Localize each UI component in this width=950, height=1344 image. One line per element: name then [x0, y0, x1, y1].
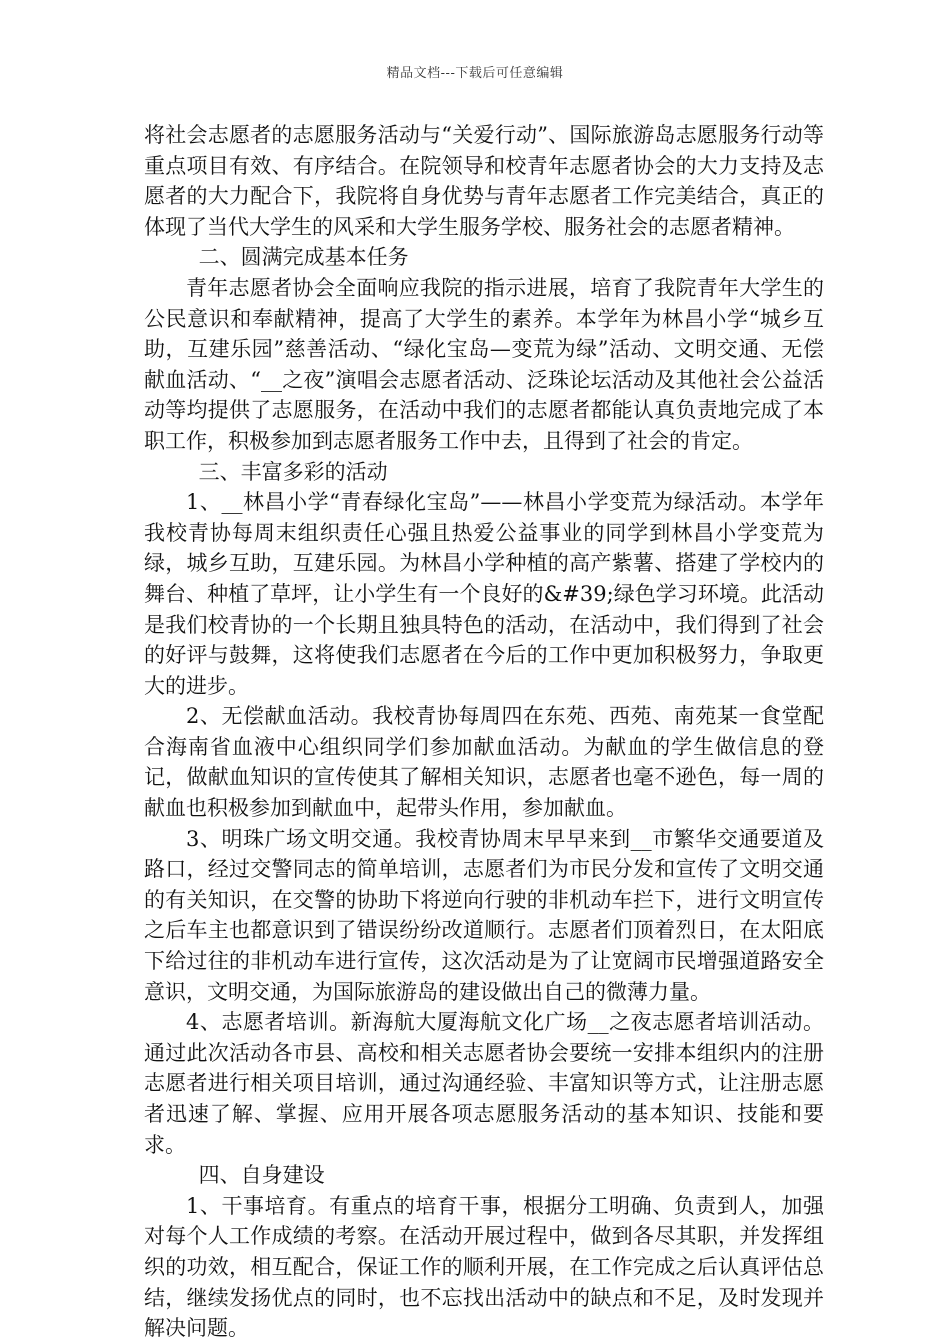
section-heading-self-building: 四、自身建设: [198, 1163, 325, 1188]
page-header: 精品文档---下载后可任意编辑: [386, 66, 564, 81]
paragraph-basic-tasks: 青年志愿者协会全面响应我院的指示进展，培育了我院青年大学生的公民意识和奉献精神，提高了大学生的素养。本学年为林昌小学“城乡互助，互建乐园”慈善活动、“绿化宝岛—变荒为绿”活动、文明交通、无偿献血活动、“__之夜”演唱会志愿者活动、泛珠论坛活动及其他社会公益活动等均提供了志愿服务，在活动中我们的志愿者都能认真负责地完成了本职工作，积极参加到志愿者服务工作中去，且得到了社会的肯定。: [144, 275, 824, 453]
paragraph-activity-blood-donation: 2、无偿献血活动。我校青协每周四在东苑、西苑、南苑某一食堂配合海南省血液中心组织同学们参加献血活动。为献血的学生做信息的登记，做献血知识的宣传使其了解相关知识，志愿者也毫不逊色，每一周的献血也积极参加到献血中，起带头作用，参加献血。: [144, 704, 824, 821]
section-heading-activities: 三、丰富多彩的活动: [198, 459, 388, 484]
paragraph-activity-civil-traffic: 3、明珠广场文明交通。我校青协周末早早来到__市繁华交通要道及路口，经过交警同志的简单培训，志愿者们为市民分发和宣传了文明交通的有关知识，在交警的协助下将逆向行驶的非机动车拦下，进行文明宣传之后车主也都意识到了错误纷纷改道顺行。志愿者们顶着烈日，在太阳底下给过往的非机动车进行宣传，这次活动是为了让宽阔市民增强道路安全意识，文明交通，为国际旅游岛的建设做出自己的微薄力量。: [144, 826, 824, 1004]
paragraph-staff-cultivation: 1、干事培育。有重点的培育干事，根据分工明确、负责到人，加强对每个人工作成绩的考察。在活动开展过程中，做到各尽其职，并发挥组织的功效，相互配合，保证工作的顺利开展，在工作完成之后认真评估总结，继续发扬优点的同时，也不忘找出活动中的缺点和不足，及时发现并解决问题。: [144, 1193, 824, 1341]
paragraph-intro-continuation: 将社会志愿者的志愿服务活动与“关爱行动”、国际旅游岛志愿服务行动等重点项目有效、有序结合。在院领导和校青年志愿者协会的大力支持及志愿者的大力配合下，我院将自身优势与青年志愿者工作完美结合，真正的体现了当代大学生的风采和大学生服务学校、服务社会的志愿者精神。: [144, 123, 824, 239]
section-heading-basic-tasks: 二、圆满完成基本任务: [198, 245, 409, 270]
document-body: [144, 120, 824, 1344]
paragraph-activity-volunteer-training: 4、志愿者培训。新海航大厦海航文化广场__之夜志愿者培训活动。通过此次活动各市县、高校和相关志愿者协会要统一安排本组织内的注册志愿者进行相关项目培训，通过沟通经验、丰富知识等方式，让注册志愿者迅速了解、掌握、应用开展各项志愿服务活动的基本知识、技能和要求。: [144, 1010, 824, 1157]
paragraph-activity-greening: 1、__林昌小学“青春绿化宝岛”——林昌小学变荒为绿活动。本学年我校青协每周末组织责任心强且热爱公益事业的同学到林昌小学变荒为绿，城乡互助，互建乐园。为林昌小学种植的高产紫薯、搭建了学校内的舞台、种植了草坪，让小学生有一个良好的&#39;绿色学习环境。此活动是我们校青协的一个长期且独具特色的活动，在活动中，我们得到了社会的好评与鼓舞，这将使我们志愿者在今后的工作中更加积极努力，争取更大的进步。: [144, 490, 824, 698]
